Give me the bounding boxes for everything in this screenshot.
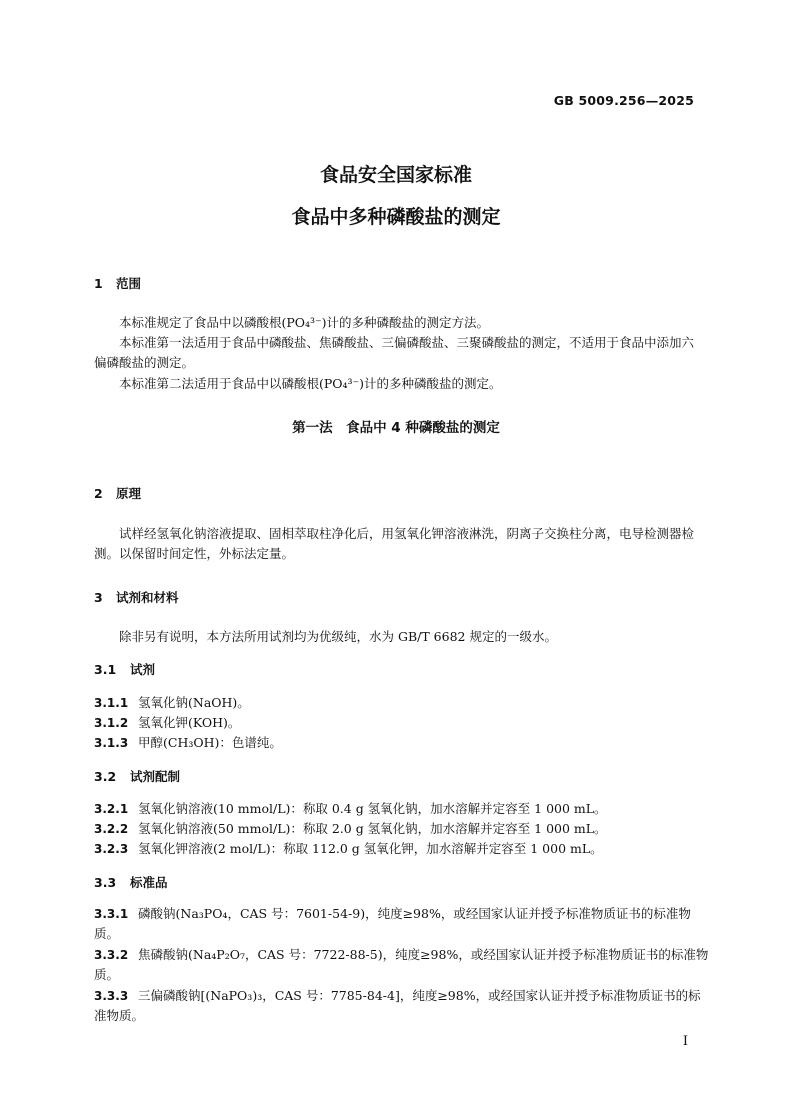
item-number: 3.1.3: [94, 736, 129, 750]
section-number: 3.1: [94, 662, 117, 677]
item-text: 氢氧化钠溶液(10 mmol/L)：称取 0.4 g 氢氧化钠，加水溶解并定容至 1 000 mL。: [138, 801, 607, 816]
item-text: 氢氧化钠(NaOH)。: [138, 695, 250, 710]
page-number: I: [682, 1034, 688, 1049]
item-text: 甲醇(CH₃OH)：色谱纯。: [138, 735, 282, 750]
doc-title-line1: 食品安全国家标准: [319, 164, 472, 186]
list-item: [94, 733, 710, 753]
section-title: 试剂和材料: [116, 590, 179, 605]
list-item: [94, 799, 710, 819]
section-3-1-heading: [94, 660, 155, 678]
section-3-heading: [94, 588, 179, 606]
section-3-3-heading: [94, 873, 168, 891]
section-1-heading: [94, 274, 141, 292]
item-text: 焦磷酸钠(Na₄P₂O₇，CAS 号：7722-88-5)，纯度≥98%，或经国家认证并授予标准物质证书的标准物质。: [94, 947, 709, 982]
doc-title-line2: 食品中多种磷酸盐的测定: [291, 206, 501, 228]
section-1-para-1: 本标准规定了食品中以磷酸根(PO₄³⁻)计的多种磷酸盐的测定方法。: [119, 315, 490, 330]
list-item: [94, 693, 710, 713]
section-title: 试剂: [130, 662, 156, 677]
list-item: [94, 986, 710, 1026]
item-number: 3.1.2: [94, 716, 129, 730]
section-number: 3.2: [94, 769, 117, 784]
list-item: [94, 904, 710, 944]
section-2-heading: [94, 484, 141, 502]
method-1-title: 第一法 食品中 4 种磷酸盐的测定: [292, 420, 500, 436]
item-number: 3.2.3: [94, 842, 129, 856]
item-text: 磷酸钠(Na₃PO₄，CAS 号：7601-54-9)，纯度≥98%，或经国家认证并授予标准物质证书的标准物质。: [94, 906, 691, 941]
section-title: 范围: [116, 276, 142, 291]
section-3-para-1: 除非另有说明，本方法所用试剂均为优级纯，水为 GB/T 6682 规定的一级水。: [119, 629, 557, 644]
section-1-para-3: 本标准第二法适用于食品中以磷酸根(PO₄³⁻)计的多种磷酸盐的测定。: [119, 376, 502, 391]
item-number: 3.2.1: [94, 802, 129, 816]
item-number: 3.3.2: [94, 948, 129, 962]
section-number: 3.3: [94, 875, 117, 890]
list-item: [94, 945, 710, 985]
section-title: 标准品: [130, 875, 168, 890]
section-title: 试剂配制: [130, 769, 181, 784]
section-number: 2: [94, 486, 103, 501]
section-number: 1: [94, 276, 103, 291]
item-text: 氢氧化钾(KOH)。: [138, 715, 241, 730]
section-3-2-heading: [94, 767, 180, 785]
section-title: 原理: [116, 486, 142, 501]
item-text: 氢氧化钠溶液(50 mmol/L)：称取 2.0 g 氢氧化钠，加水溶解并定容至 1 000 mL。: [138, 821, 607, 836]
section-number: 3: [94, 590, 103, 605]
item-number: 3.2.2: [94, 822, 129, 836]
list-item: [94, 839, 710, 859]
item-number: 3.3.1: [94, 907, 129, 921]
list-item: [94, 819, 710, 839]
item-text: 氢氧化钾溶液(2 mol/L)：称取 112.0 g 氢氧化钾，加水溶解并定容至 1 000 mL。: [138, 841, 603, 856]
item-text: 三偏磷酸钠[(NaPO₃)₃，CAS 号：7785-84-4]，纯度≥98%，或经国家认证并授予标准物质证书的标准物质。: [94, 988, 701, 1023]
item-number: 3.3.3: [94, 989, 129, 1003]
item-number: 3.1.1: [94, 696, 129, 710]
section-2-para-1: 试样经氢氧化钠溶液提取、固相萃取柱净化后，用氢氧化钾溶液淋洗，阴离子交换柱分离，电导检测器检测。以保留时间定性，外标法定量。: [94, 526, 695, 561]
list-item: [94, 713, 710, 733]
standard-code: GB 5009.256—2025: [553, 93, 694, 108]
section-1-para-2: 本标准第一法适用于食品中磷酸盐、焦磷酸盐、三偏磷酸盐、三聚磷酸盐的测定，不适用于食品中添加六偏磷酸盐的测定。: [94, 335, 695, 370]
